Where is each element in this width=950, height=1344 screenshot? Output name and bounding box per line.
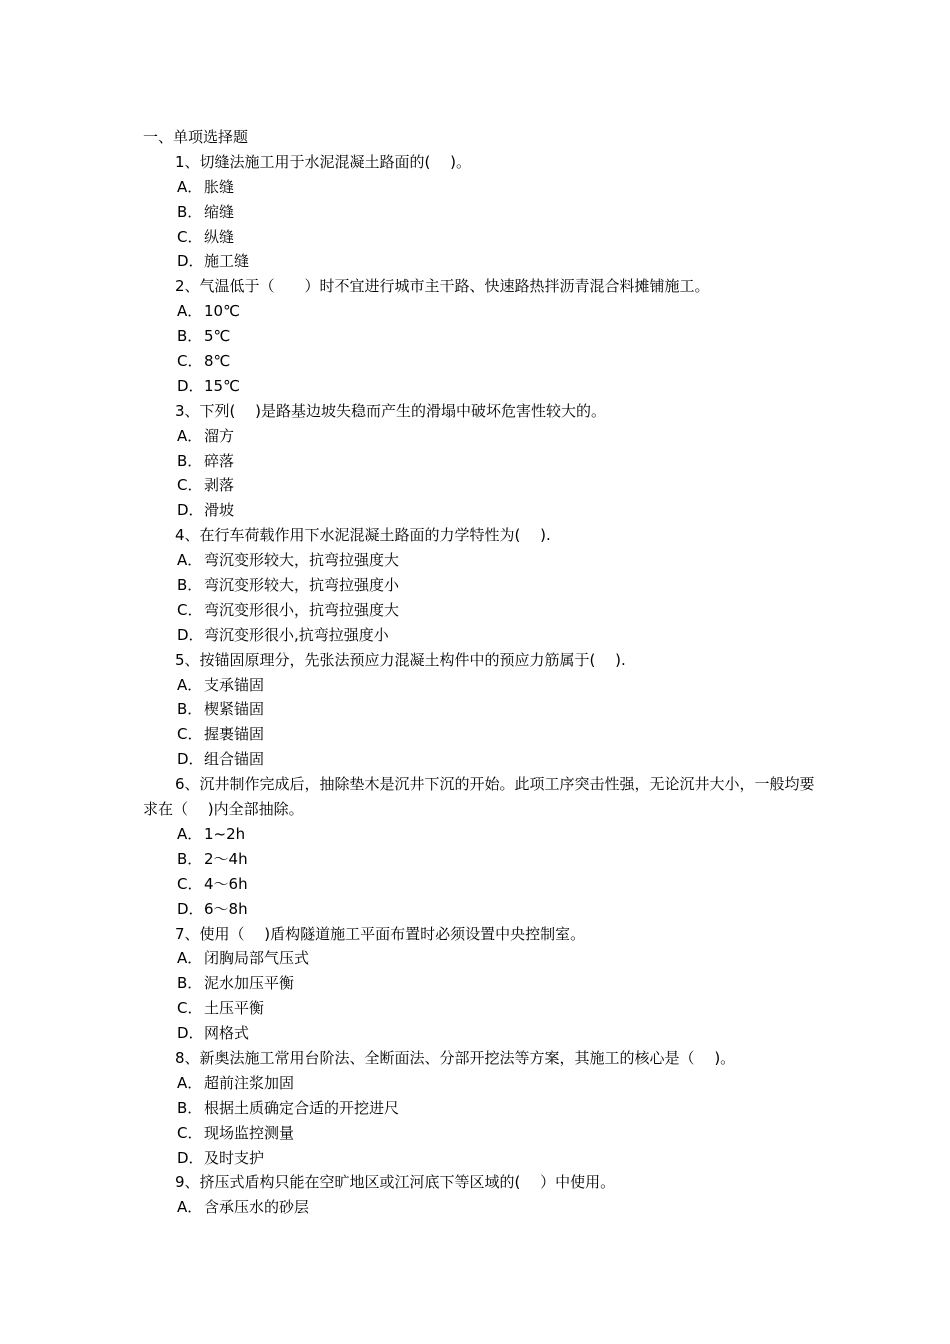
option <box>143 374 815 399</box>
option-letter: B． <box>177 576 203 595</box>
option-letter: A． <box>177 551 203 570</box>
option-text: 土压平衡 <box>204 999 265 1018</box>
option-text: 剥落 <box>204 476 235 495</box>
option-letter: A． <box>177 426 203 445</box>
question-stem: 8、新奥法施工常用台阶法、全断面法、分部开挖法等方案，其施工的核心是（ )。 <box>175 1048 736 1067</box>
option-text: 10℃ <box>204 302 240 321</box>
option <box>143 324 815 349</box>
option <box>143 1021 815 1046</box>
option-text: 2～4h <box>204 849 248 868</box>
option <box>143 971 815 996</box>
option <box>143 1096 815 1121</box>
option-text: 握裹锚固 <box>204 725 265 744</box>
option <box>143 1121 815 1146</box>
option-letter: A． <box>177 1073 203 1092</box>
option <box>143 449 815 474</box>
option <box>143 1195 815 1220</box>
option-letter: A． <box>177 824 203 843</box>
option <box>143 498 815 523</box>
option-text: 8℃ <box>204 352 231 371</box>
option <box>143 946 815 971</box>
option-letter: C． <box>177 874 203 893</box>
option <box>143 822 815 847</box>
question-stem: 7、使用（ )盾构隧道施工平面布置时必须设置中央控制室。 <box>175 924 586 943</box>
option-text: 碎落 <box>204 451 235 470</box>
option-text: 组合锚固 <box>204 750 265 769</box>
option <box>143 897 815 922</box>
option-letter: D． <box>177 501 204 520</box>
option <box>143 349 815 374</box>
option-text: 含承压水的砂层 <box>204 1198 310 1217</box>
option-text: 楔紧锚固 <box>204 700 265 719</box>
option-letter: D． <box>177 1024 204 1043</box>
option-letter: A． <box>177 177 203 196</box>
option-letter: B． <box>177 451 203 470</box>
option-letter: C． <box>177 227 203 246</box>
option-letter: C． <box>177 600 203 619</box>
option-text: 滑坡 <box>204 501 235 520</box>
option-text: 施工缝 <box>204 252 250 271</box>
option-text: 缩缝 <box>204 202 235 221</box>
option-text: 弯沉变形很小，抗弯拉强度大 <box>204 600 400 619</box>
option <box>143 847 815 872</box>
option <box>143 573 815 598</box>
question-stem: 6、沉井制作完成后，抽除垫木是沉井下沉的开始。此项工序突击性强，无论沉井大小，一般均要求在（ )内全部抽除。 <box>143 775 815 819</box>
question-stem: 3、下列( )是路基边坡失稳而产生的滑塌中破坏危害性较大的。 <box>175 401 607 420</box>
option-letter: A． <box>177 949 203 968</box>
option-letter: C． <box>177 999 203 1018</box>
option-letter: C． <box>177 725 203 744</box>
option-text: 5℃ <box>204 327 231 346</box>
option <box>143 673 815 698</box>
option <box>143 1071 815 1096</box>
option-letter: A． <box>177 675 203 694</box>
option-text: 弯沉变形很小,抗弯拉强度小 <box>204 625 389 644</box>
option-text: 4～6h <box>204 874 248 893</box>
option-letter: C． <box>177 352 203 371</box>
option-text: 根据土质确定合适的开挖进尺 <box>204 1098 400 1117</box>
option-letter: A． <box>177 1198 203 1217</box>
option <box>143 249 815 274</box>
option <box>143 299 815 324</box>
option-text: 超前注浆加固 <box>204 1073 295 1092</box>
option-letter: A． <box>177 302 203 321</box>
option-letter: C． <box>177 1123 203 1142</box>
option <box>143 1146 815 1171</box>
option-letter: B． <box>177 1098 203 1117</box>
option-text: 6～8h <box>204 899 248 918</box>
option-text: 1~2h <box>204 824 246 843</box>
option-text: 支承锚固 <box>204 675 265 694</box>
option <box>143 175 815 200</box>
question-stem: 4、在行车荷载作用下水泥混凝土路面的力学特性为( ). <box>175 526 551 545</box>
option <box>143 473 815 498</box>
option-text: 及时支护 <box>204 1148 265 1167</box>
option-text: 溜方 <box>204 426 235 445</box>
option <box>143 598 815 623</box>
option <box>143 697 815 722</box>
option-letter: B． <box>177 700 203 719</box>
option-letter: B． <box>177 974 203 993</box>
option <box>143 996 815 1021</box>
option-letter: D． <box>177 625 204 644</box>
option <box>143 424 815 449</box>
option-letter: B． <box>177 849 203 868</box>
option-text: 弯沉变形较大，抗弯拉强度大 <box>204 551 400 570</box>
question-stem: 5、按锚固原理分，先张法预应力混凝土构件中的预应力筋属于( ). <box>175 650 626 669</box>
option-letter: B． <box>177 327 203 346</box>
question-stem: 2、气温低于（ ）时不宜进行城市主干路、快速路热拌沥青混合料摊铺施工。 <box>175 277 710 296</box>
option <box>143 548 815 573</box>
option-letter: D． <box>177 899 204 918</box>
option-letter: B． <box>177 202 203 221</box>
document-content <box>143 125 815 1220</box>
option-text: 胀缝 <box>204 177 235 196</box>
option <box>143 747 815 772</box>
option <box>143 872 815 897</box>
option-text: 15℃ <box>204 376 240 395</box>
option-text: 现场监控测量 <box>204 1123 295 1142</box>
option-letter: D． <box>177 750 204 769</box>
option-letter: D． <box>177 252 204 271</box>
option-text: 弯沉变形较大，抗弯拉强度小 <box>204 576 400 595</box>
option-letter: D． <box>177 376 204 395</box>
option-letter: C． <box>177 476 203 495</box>
option-text: 纵缝 <box>204 227 235 246</box>
option-letter: D． <box>177 1148 204 1167</box>
option-text: 网格式 <box>204 1024 250 1043</box>
option <box>143 200 815 225</box>
option <box>143 225 815 250</box>
option-text: 泥水加压平衡 <box>204 974 295 993</box>
option-text: 闭胸局部气压式 <box>204 949 310 968</box>
question-stem: 1、切缝法施工用于水泥混凝土路面的( )。 <box>175 152 472 171</box>
section-title: 一、单项选择题 <box>143 128 249 146</box>
option <box>143 722 815 747</box>
option <box>143 623 815 648</box>
question-stem: 9、挤压式盾构只能在空旷地区或江河底下等区域的( ）中使用。 <box>175 1173 616 1192</box>
